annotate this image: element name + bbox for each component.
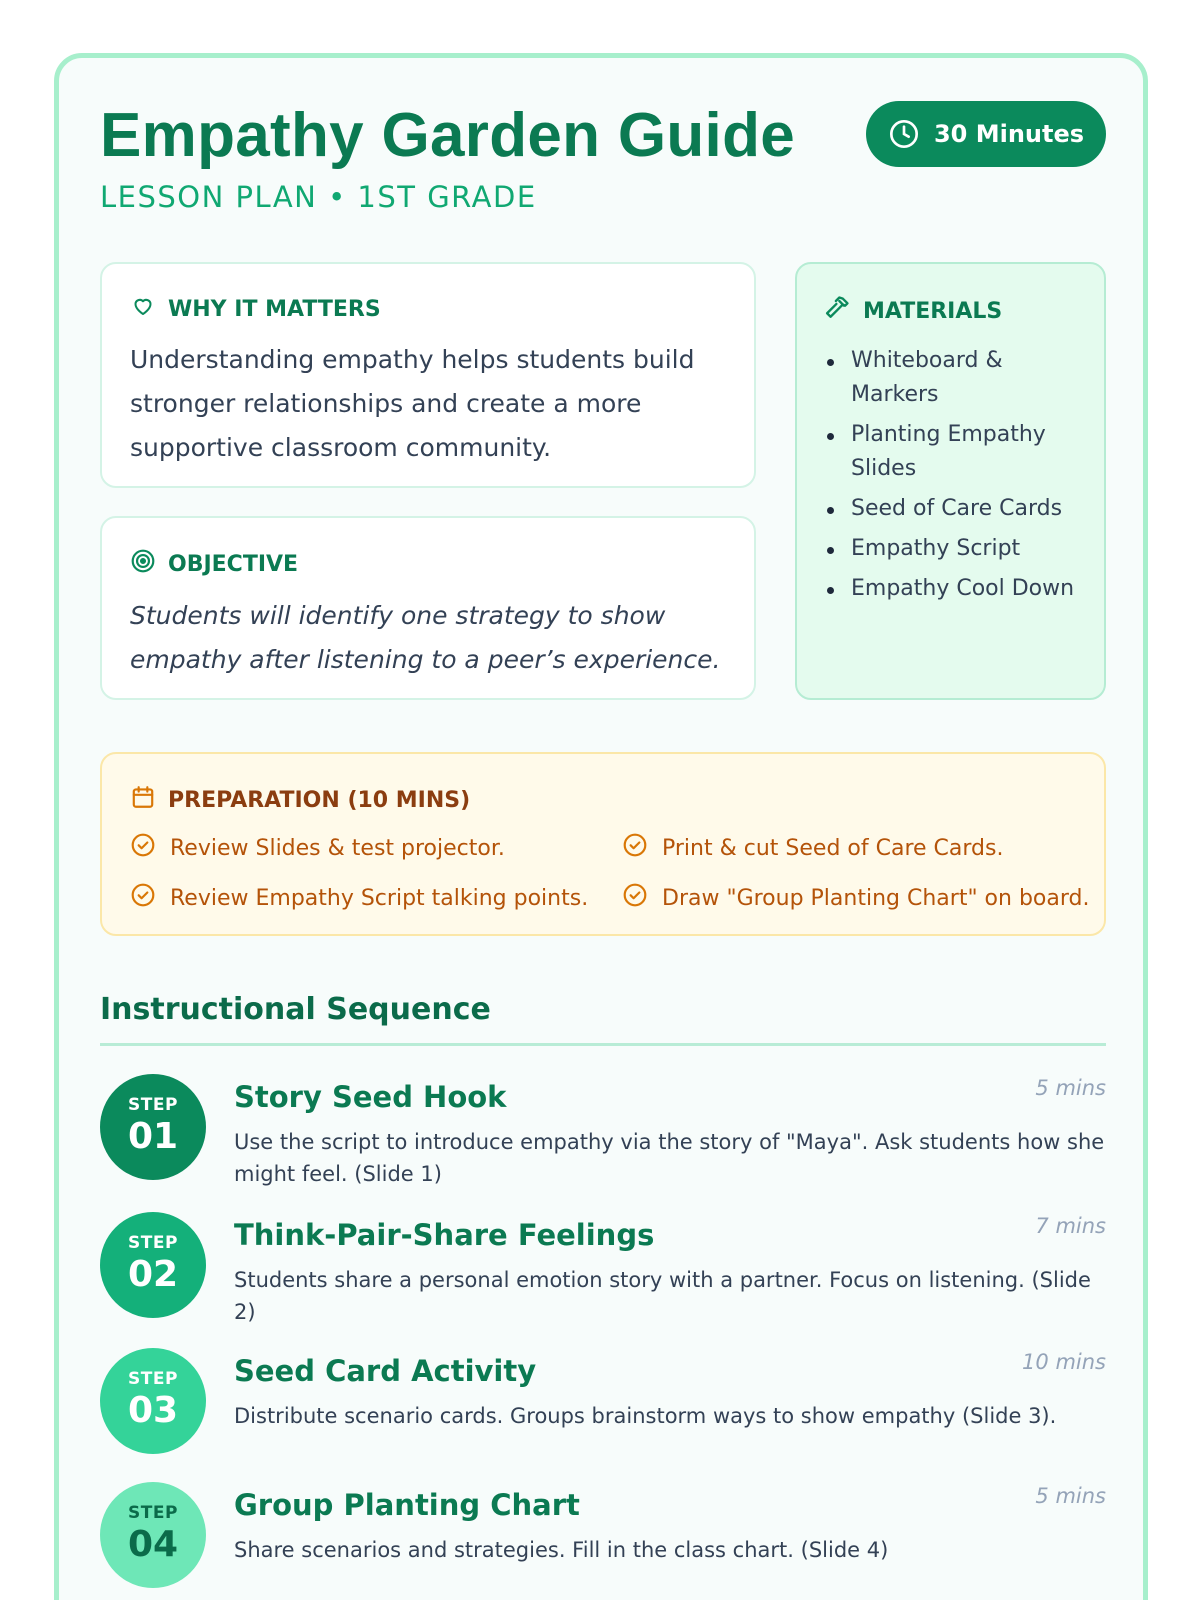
step-time: 10 mins xyxy=(1022,1350,1106,1374)
step-badge xyxy=(100,1348,206,1454)
objective-panel xyxy=(100,516,756,700)
step-description: Use the script to introduce empathy via the story of "Maya". Ask students how she might feel. (Slide 1) xyxy=(234,1130,1105,1186)
check-circle-icon xyxy=(130,832,156,864)
prep-item-text: Review Slides & test projector. xyxy=(170,835,505,861)
preparation-panel xyxy=(100,752,1106,936)
step-title: Group Planting Chart xyxy=(234,1488,580,1522)
materials-heading: MATERIALS xyxy=(863,298,1003,324)
step-label: STEP xyxy=(128,1233,178,1253)
step-time: 5 mins xyxy=(1035,1076,1106,1100)
target-icon xyxy=(130,548,156,580)
step-time: 5 mins xyxy=(1035,1484,1106,1508)
step-label: STEP xyxy=(128,1095,178,1115)
check-circle-icon xyxy=(130,882,156,914)
hammer-icon xyxy=(823,294,851,328)
step-description: Share scenarios and strategies. Fill in the class chart. (Slide 4) xyxy=(234,1538,889,1562)
step-title: Seed Card Activity xyxy=(234,1354,537,1388)
page-subtitle: LESSON PLAN • 1ST GRADE xyxy=(100,180,537,214)
objective-text: Students will identify one strategy to show empathy after listening to a peer’s experience. xyxy=(130,601,721,674)
prep-item-text: Draw "Group Planting Chart" on board. xyxy=(662,885,1090,911)
step-number: 02 xyxy=(127,1254,179,1295)
why-it-matters-panel xyxy=(100,262,756,488)
list-item: Whiteboard & Markers xyxy=(823,344,1078,412)
check-circle-icon xyxy=(622,832,648,864)
clock-icon xyxy=(888,118,920,150)
step-number: 04 xyxy=(127,1524,179,1565)
step-badge xyxy=(100,1212,206,1318)
step-title: Story Seed Hook xyxy=(234,1080,507,1114)
step-time: 7 mins xyxy=(1035,1214,1106,1238)
list-item: Empathy Script xyxy=(823,532,1078,566)
step-number: 03 xyxy=(127,1390,179,1431)
objective-heading: OBJECTIVE xyxy=(168,551,299,577)
why-text: Understanding empathy helps students build stronger relationships and create a more supportive classroom community. xyxy=(130,345,695,462)
heart-icon xyxy=(130,294,156,324)
prep-item xyxy=(622,832,1082,864)
sequence-heading: Instructional Sequence xyxy=(100,992,491,1027)
step-description: Distribute scenario cards. Groups brainstorm ways to show empathy (Slide 3). xyxy=(234,1404,1057,1428)
step-title: Think-Pair-Share Feelings xyxy=(234,1218,655,1252)
prep-item xyxy=(130,832,622,864)
step-description: Students share a personal emotion story with a partner. Focus on listening. (Slide 2) xyxy=(234,1268,1091,1324)
page-title: Empathy Garden Guide xyxy=(100,101,796,170)
step-number: 01 xyxy=(127,1116,179,1157)
materials-list xyxy=(823,344,1078,606)
prep-item-text: Review Empathy Script talking points. xyxy=(170,885,589,911)
prep-item xyxy=(622,882,1090,914)
check-circle-icon xyxy=(622,882,648,914)
preparation-heading: PREPARATION (10 MINS) xyxy=(168,787,471,813)
step-label: STEP xyxy=(128,1503,178,1523)
materials-panel xyxy=(795,262,1106,700)
prep-item-text: Print & cut Seed of Care Cards. xyxy=(662,835,1004,861)
why-heading: WHY IT MATTERS xyxy=(168,296,381,322)
list-item: Seed of Care Cards xyxy=(823,492,1078,526)
divider xyxy=(100,1043,1106,1046)
calendar-icon xyxy=(130,784,156,816)
prep-item xyxy=(130,882,622,914)
step-badge xyxy=(100,1482,206,1588)
step-label: STEP xyxy=(128,1369,178,1389)
duration-label: 30 Minutes xyxy=(933,120,1085,148)
list-item: Empathy Cool Down xyxy=(823,572,1078,606)
duration-badge xyxy=(866,101,1106,167)
list-item: Planting Empathy Slides xyxy=(823,418,1078,486)
step-badge xyxy=(100,1074,206,1180)
